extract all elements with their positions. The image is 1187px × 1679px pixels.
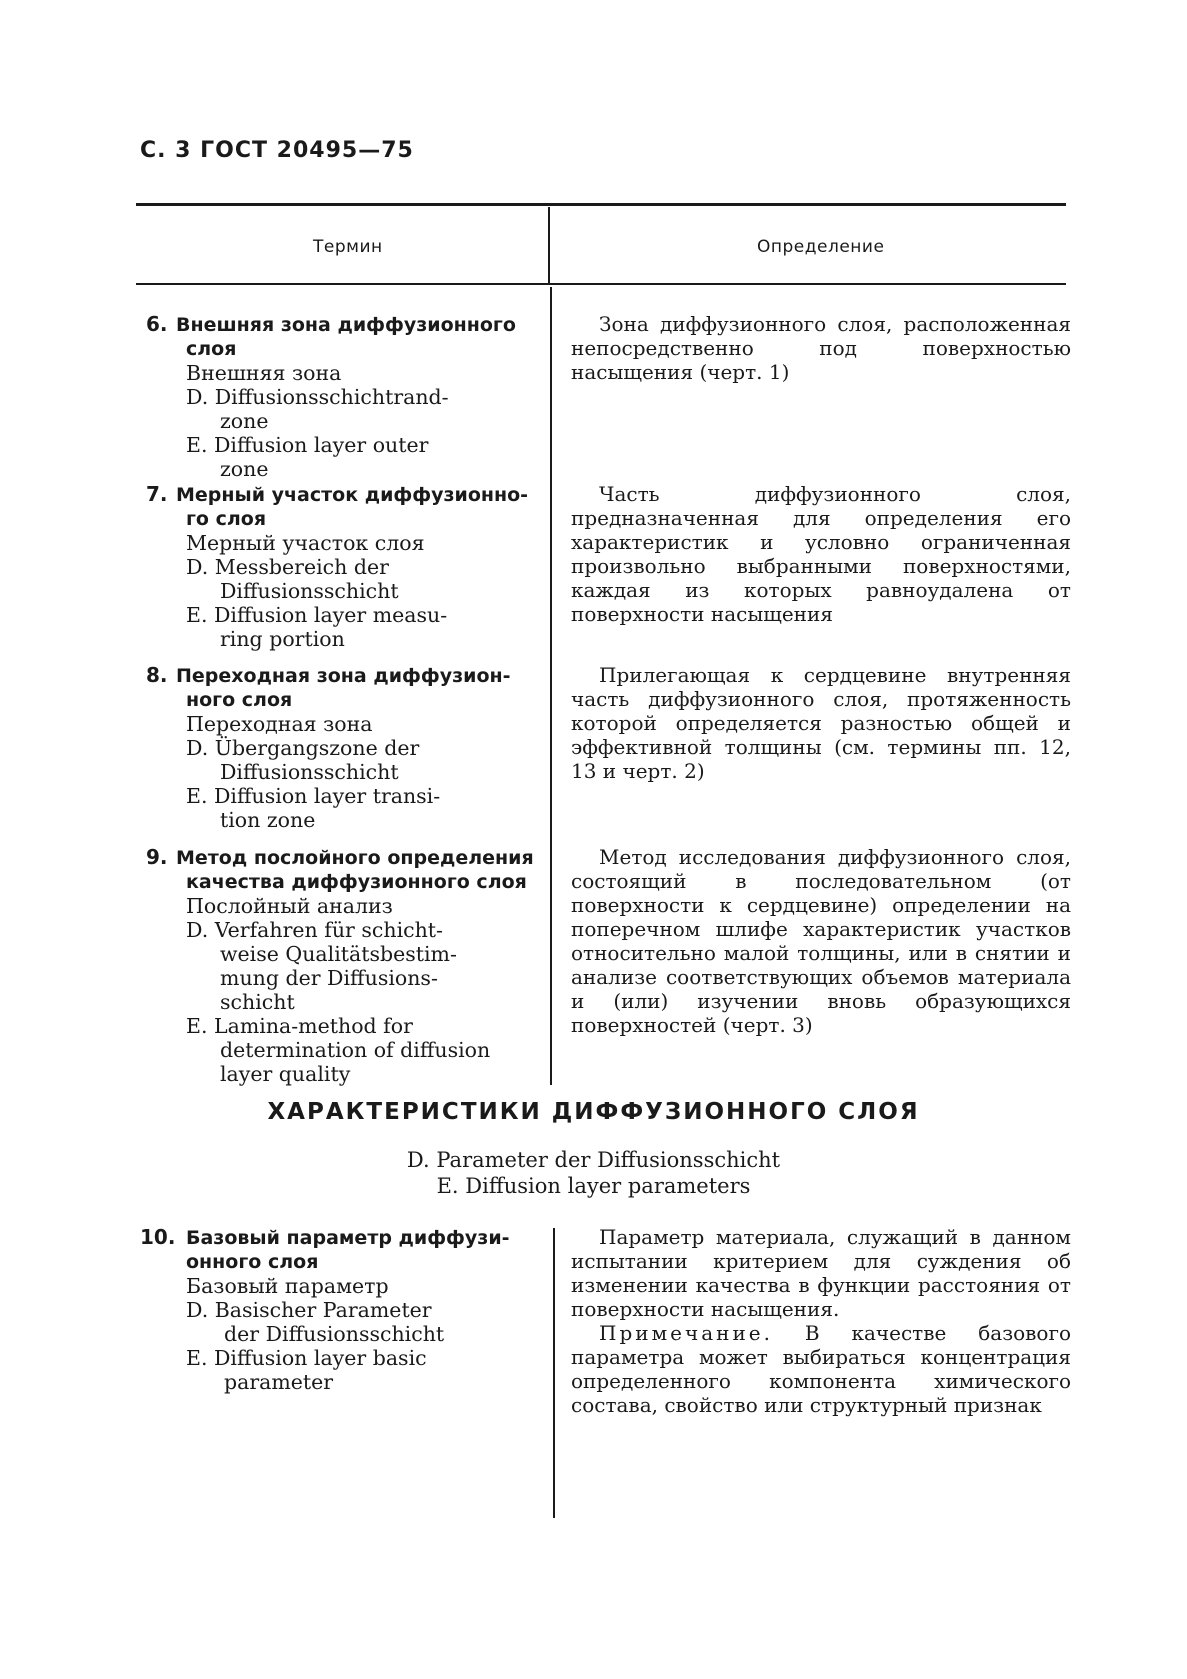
table-top-rule [136, 203, 1066, 206]
section-english: E. Diffusion layer parameters [436, 1174, 751, 1198]
column-head-term: Термин [313, 237, 383, 257]
term-english: tion zone [220, 808, 316, 832]
definition-text: Прилегающая к сердцевине внутренняя часть диффузионного слоя, протяженность которой определяется разностью общей и эффективной толщины (см. термины пп. 12, 13 и черт. 2) [571, 663, 1071, 783]
definition-text: Зона диффузионного слоя, расположенная непосредственно под поверхностью насыщения (черт. 1) [571, 312, 1071, 384]
term-german: D. Übergangszone der [186, 736, 420, 760]
term-title-line: ного слоя [186, 689, 293, 711]
definition-6 [571, 312, 1071, 384]
term-english: E. Diffusion layer transi- [186, 784, 441, 808]
definition-7 [571, 482, 1071, 626]
term-number: 10. [140, 1225, 176, 1249]
term-english: zone [220, 457, 269, 481]
term-title-line: Базовый параметр диффузи- [186, 1227, 510, 1249]
term-title-line: Метод послойного определения [176, 847, 534, 869]
term-english: ring portion [220, 627, 345, 651]
term-german: D. Basischer Parameter [186, 1298, 432, 1322]
column-divider-head [548, 207, 550, 285]
term-short-name: Мерный участок слоя [186, 531, 425, 555]
definition-9 [571, 845, 1071, 1037]
page-header: С. 3 ГОСТ 20495—75 [140, 138, 414, 163]
term-german: D. Verfahren für schicht- [186, 918, 443, 942]
term-short-name: Послойный анализ [186, 894, 393, 918]
term-english: layer quality [220, 1062, 351, 1086]
term-english: parameter [224, 1370, 334, 1394]
term-entry-10 [140, 1225, 530, 1394]
term-number: 7. [146, 482, 168, 506]
section-german: D. Parameter der Diffusionsschicht [406, 1148, 781, 1172]
definition-8 [571, 663, 1071, 783]
term-title-line: Внешняя зона диффузионного [176, 314, 516, 336]
term-short-name: Базовый параметр [186, 1274, 389, 1298]
term-german: der Diffusionsschicht [224, 1322, 445, 1346]
column-divider-term10 [553, 1228, 555, 1518]
term-title-line: качества диффузионного слоя [186, 871, 527, 893]
term-english: determination of diffusion [220, 1038, 491, 1062]
term-short-name: Внешняя зона [186, 361, 342, 385]
term-english: E. Diffusion layer measu- [186, 603, 448, 627]
term-german: mung der Diffusions- [220, 966, 438, 990]
term-english: E. Diffusion layer outer [186, 433, 429, 457]
term-title-line: Переходная зона диффузион- [176, 665, 511, 687]
term-english: E. Diffusion layer basic [186, 1346, 427, 1370]
definition-note [571, 1321, 1071, 1417]
term-number: 6. [146, 312, 168, 336]
term-german: weise Qualitätsbestim- [220, 942, 457, 966]
term-german: D. Diffusionsschichtrand- [186, 385, 449, 409]
term-title-line: го слоя [186, 508, 267, 530]
section-title: ХАРАКТЕРИСТИКИ ДИФФУЗИОННОГО СЛОЯ [267, 1099, 920, 1125]
term-german: Diffusionsschicht [220, 579, 399, 603]
definition-10 [571, 1225, 1071, 1417]
term-title-line: онного слоя [186, 1251, 319, 1273]
term-entry-6 [146, 312, 536, 481]
note-label: Примечание. [599, 1321, 773, 1345]
column-divider-body [550, 287, 552, 1085]
term-number: 8. [146, 663, 168, 687]
table-head-rule [136, 283, 1066, 285]
definition-text: Метод исследования диффузионного слоя, состоящий в последовательном (от поверхности к сердцевине) определении на поперечном шлифе характеристик участков относительно малой толщины, или в снятии и анализе соответствующих объемов материала и (или) изучении вновь образующихся поверхностей (черт. 3) [571, 845, 1071, 1037]
term-german: schicht [220, 990, 295, 1014]
term-german: Diffusionsschicht [220, 760, 399, 784]
definition-text: Параметр материала, служащий в данном испытании критерием для суждения об изменении качества в функции расстояния от поверхности насыщения. [571, 1225, 1071, 1321]
term-english: E. Lamina-method for [186, 1014, 413, 1038]
term-entry-8 [146, 663, 536, 832]
note-text: В качестве базового параметра может выбираться концентрация определенного компонента химического состава, свойство или структурный признак [571, 1321, 1071, 1417]
definition-text: Часть диффузионного слоя, предназначенная для определения его характеристик и условно ограниченная произвольно выбранными поверхностями, каждая из которых равноудалена от поверхности насыщения [571, 482, 1071, 626]
term-number: 9. [146, 845, 168, 869]
term-title-line: слоя [186, 338, 237, 360]
column-head-definition: Определение [757, 237, 885, 257]
term-entry-9 [146, 845, 536, 1086]
term-german: zone [220, 409, 269, 433]
term-entry-7 [146, 482, 536, 651]
term-title-line: Мерный участок диффузионно- [176, 484, 529, 506]
term-german: D. Messbereich der [186, 555, 389, 579]
term-short-name: Переходная зона [186, 712, 373, 736]
